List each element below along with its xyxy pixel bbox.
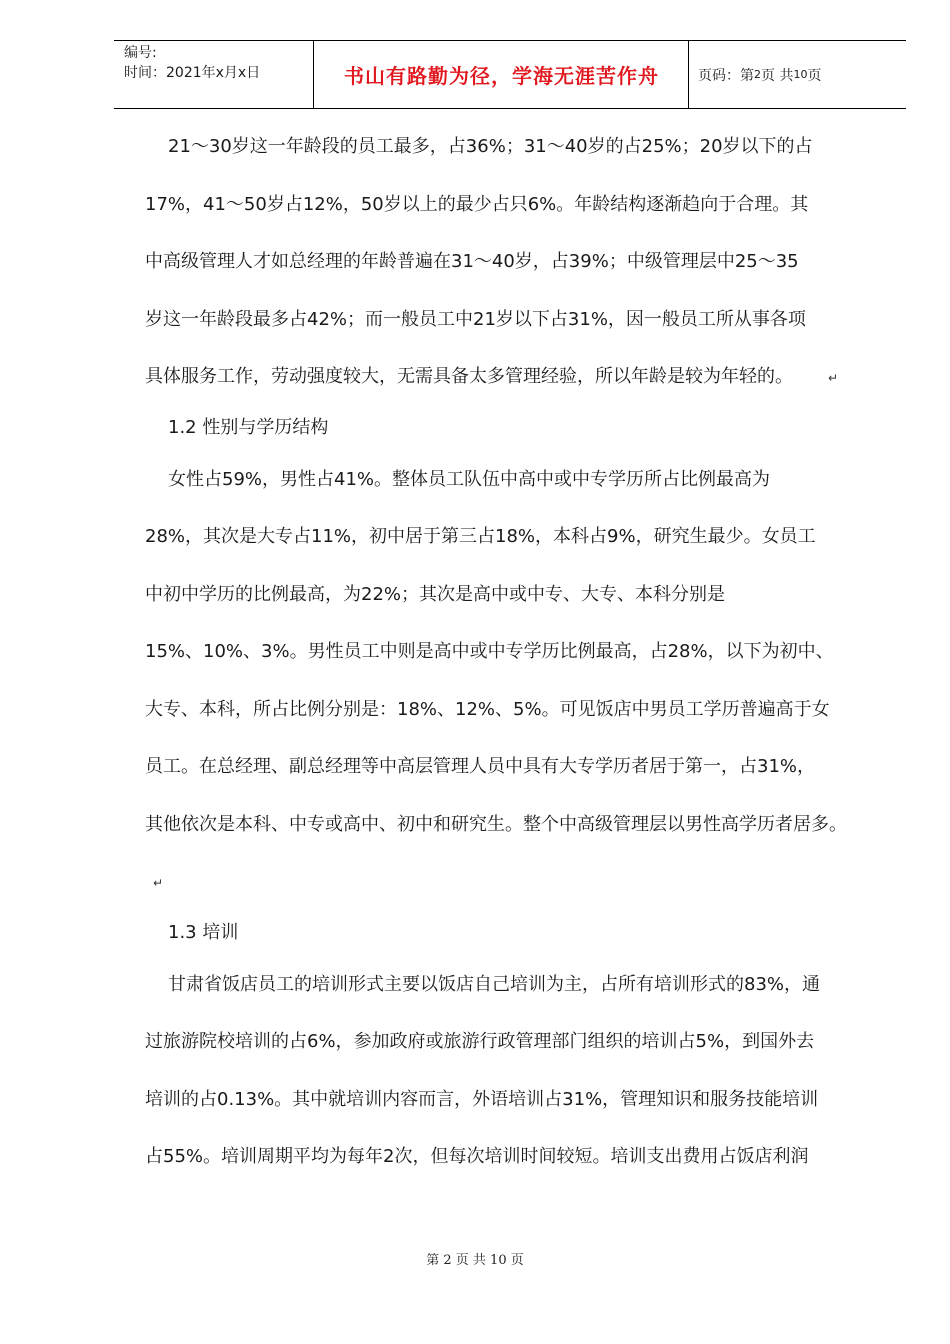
section-heading: 1.2 性别与学历结构 xyxy=(168,417,329,438)
paragraph-mark: ↵ xyxy=(153,876,164,890)
body-line: 员工。在总经理、副总经理等中高层管理人员中具有大专学历者居于第一，占31%， xyxy=(145,756,816,777)
body-line: 岁这一年龄段最多占42%；而一般员工中21岁以下占31%，因一般员工所从事各项 xyxy=(145,309,806,330)
body-line: 15%、10%、3%。男性员工中则是高中或中专学历比例最高，占28%，以下为初中、 xyxy=(145,641,834,662)
body-line: 28%，其次是大专占11%，初中居于第三占18%，本科占9%，研究生最少。女员工 xyxy=(145,526,816,547)
body-line: 甘肃省饭店员工的培训形式主要以饭店自己培训为主，占所有培训形式的83%，通 xyxy=(168,974,821,995)
page-footer: 第 2 页 共 10 页 xyxy=(426,1253,524,1268)
page-suffix: 页 xyxy=(807,67,822,84)
page-header xyxy=(114,40,906,109)
date-label: 时间：2021年x月x日 xyxy=(124,65,261,81)
section-heading: 1.3 培训 xyxy=(168,922,239,943)
body-line: 大专、本科，所占比例分别是：18%、12%、5%。可见饭店中男员工学历普遍高于女 xyxy=(145,699,830,720)
body-line: 17%，41～50岁占12%，50岁以上的最少占只6%。年龄结构逐渐趋向于合理。其 xyxy=(145,194,809,215)
page-prefix: 页码：第 xyxy=(698,67,754,84)
header-slogan: 书山有路勤为径，学海无涯苦作舟 xyxy=(315,41,689,108)
paragraph-mark: ↵ xyxy=(828,371,839,385)
number-label: 编号: xyxy=(124,45,157,61)
body-line: 中初中学历的比例最高，为22%；其次是高中或中专、大专、本科分别是 xyxy=(145,584,726,605)
page-total: 10 xyxy=(793,68,808,81)
body-line: 中高级管理人才如总经理的年龄普遍在31～40岁，占39%；中级管理层中25～35 xyxy=(145,251,799,272)
header-meta xyxy=(114,41,314,108)
body-line: 过旅游院校培训的占6%，参加政府或旅游行政管理部门组织的培训占5%，到国外去 xyxy=(145,1031,815,1052)
body-line: 占55%。培训周期平均为每年2次，但每次培训时间较短。培训支出费用占饭店利润 xyxy=(145,1146,809,1167)
body-line: 21～30岁这一年龄段的员工最多，占36%；31～40岁的占25%；20岁以下的占 xyxy=(168,136,813,157)
body-line: 其他依次是本科、中专或高中、初中和研究生。整个中高级管理层以男性高学历者居多。 xyxy=(145,814,847,835)
body-line: 女性占59%，男性占41%。整体员工队伍中高中或中专学历所占比例最高为 xyxy=(168,469,771,490)
body-line: 培训的占0.13%。其中就培训内容而言，外语培训占31%，管理知识和服务技能培训 xyxy=(145,1089,819,1110)
page-mid: 页 共 xyxy=(761,67,794,84)
header-page-info xyxy=(698,41,906,108)
body-line: 具体服务工作，劳动强度较大，无需具备太多管理经验，所以年龄是较为年轻的。 xyxy=(145,366,793,387)
page-number: 2 xyxy=(754,68,761,81)
